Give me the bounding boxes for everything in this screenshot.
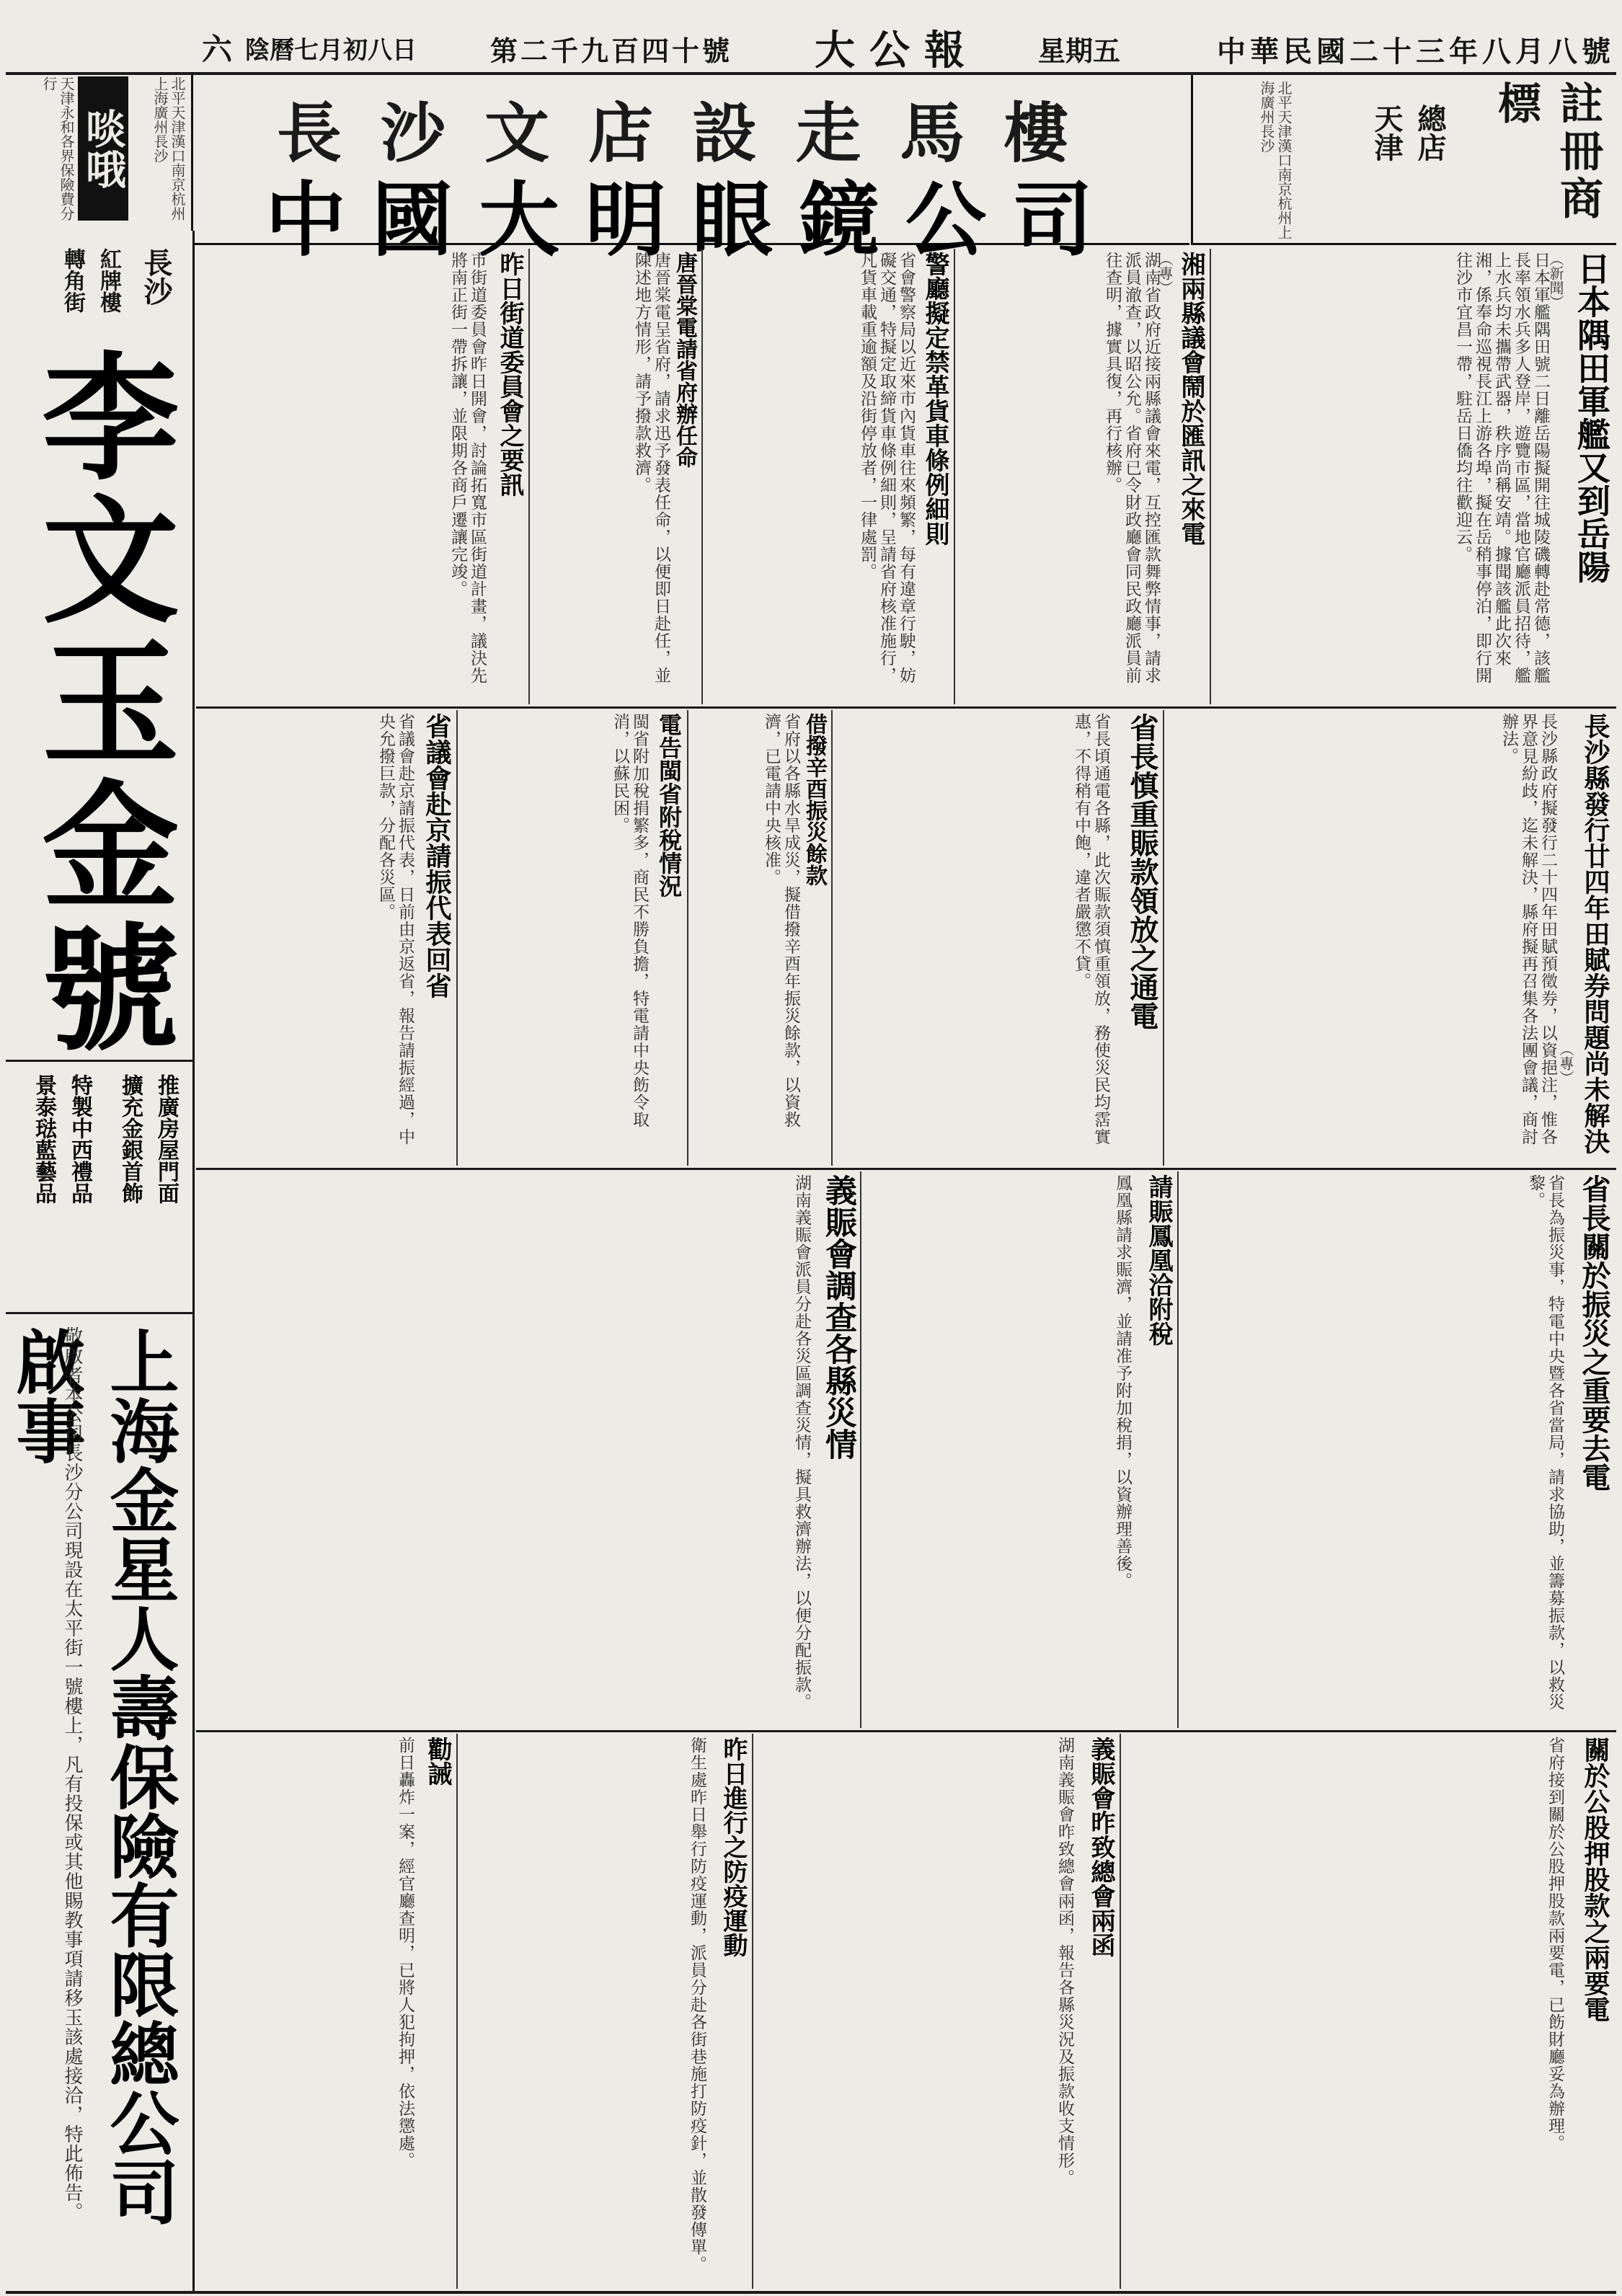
article-headline: 警廳擬定禁革貨車條例細則 <box>921 252 949 546</box>
logo-side-text-2: 北平天津漢口南京杭州上海廣州長沙 <box>151 76 186 221</box>
masthead-weekday: 星期五 <box>1038 35 1121 67</box>
article-relief-funds <box>692 710 833 1166</box>
article-tag: （專） <box>1156 252 1174 295</box>
article-charity-letters <box>757 1734 1121 2289</box>
row-rule-1 <box>196 706 1616 709</box>
banner-ad <box>195 75 1189 267</box>
article-body: 日本軍艦隅田號二日離岳陽擬開往城陵磯轉赴常德，該艦長率領水兵多人登岸，遊覽市區，當地官廳派員招待，艦上水兵均未攜帶武器，秩序尚稱安靖。據聞該艦此次來湘，係奉命巡視長江上游各埠，擬在岳稍事停泊，即行開往沙市宜昌一帶，駐岳日僑均往歡迎云。 <box>1453 252 1550 684</box>
article-body: 省長頃通電各縣，此次賑款須慎重領放，務使災民均霑實惠，不得稍有中飽，違者嚴懲不貸。 <box>1072 713 1110 1145</box>
article-headline: 義賑會調查各縣災情 <box>820 1174 856 1460</box>
article-headline: 請賑鳳凰洽附稅 <box>1144 1174 1173 1346</box>
article-headline: 省長關於振災之重要去電 <box>1577 1174 1611 1491</box>
article-body: 湖南省政府近接兩縣議會來電，互控匯款舞弊情事，請求派員澈查，以昭公允。省府已令財政廳會同民政廳派員前往查明，據實具復，再行核辦。 <box>1103 252 1161 684</box>
article-tang-appointment <box>533 249 703 704</box>
top-right-ad <box>1191 75 1616 245</box>
article-epidemic <box>461 1734 753 2289</box>
article-cart-regulations <box>706 249 955 704</box>
article-body: 省會警察局以近來市內貨車往來頻繁，每有違章行駛，妨礙交通，特擬定取締貨車條例細則，呈請省府核准施行，凡貨車載重逾額及沿街停放者，一律處罰。 <box>858 252 916 684</box>
logo-side-text: 天津永和各界保險費分行 <box>40 76 75 221</box>
logo-stamp: 啖哦 <box>78 76 128 221</box>
article-headline: 長沙縣發行廿四年田賦券問題尚未解決 <box>1580 713 1610 1154</box>
article-body: 長沙縣政府擬發行二十四年田賦預徵券，以資挹注，惟各界意見紛歧，迄未解決，縣府擬再召集各法團會議，商討辦法。 <box>1499 713 1557 1145</box>
article-headline: 省長慎重賑款領放之通電 <box>1125 713 1159 1030</box>
article-body: 鳳凰縣請求賑濟，並請准予附加稅捐，以資辦理善後。 <box>1113 1174 1132 1590</box>
article-headline: 勸誡 <box>423 1737 452 1786</box>
jeweler-slogan-1: 推廣房屋門面 <box>154 1074 179 1204</box>
article-body: 省府以各縣水旱成災，擬借撥辛酉年振災餘款，以資救濟，已電請中央核准。 <box>762 713 800 1128</box>
article-body: 市街道委員會昨日開會，討論拓寬市區街道計畫，議決先將南正街一帶拆讓，並限期各商戶遷讓完竣。 <box>448 252 487 684</box>
article-headline: 電告閩省附稅情況 <box>655 713 683 897</box>
article-headline: 關於公股押股款之兩要電 <box>1580 1737 1610 2022</box>
masthead-issue: 第二千九百四十號 <box>490 35 733 67</box>
jeweler-slogan-2: 擴充金銀首飾 <box>118 1074 143 1204</box>
article-japan-warship <box>1218 249 1615 704</box>
jeweler-street-1: 紅牌樓 <box>96 248 121 313</box>
jeweler-slogan-4: 景泰琺藍藝品 <box>31 1074 56 1204</box>
article-public-shares <box>1125 1734 1615 2289</box>
top-right-slogan: 註冊商標 <box>1491 81 1603 223</box>
article-body: 省議會赴京請振代表，日前由京返省，報告請振經過，中央允撥巨款，分配各災區。 <box>376 713 415 1145</box>
article-headline: 昨日街道委員會之要訊 <box>495 252 524 497</box>
masthead-page-number: 六 <box>202 32 233 67</box>
masthead-lunar: 陰曆七月初八日 <box>245 36 417 65</box>
article-headline: 省議會赴京請振代表回省 <box>422 713 452 998</box>
article-fujian-tax <box>461 710 688 1166</box>
article-body: 衛生處昨日舉行防疫運動，派員分赴各街巷施打防疫針，並散發傳單。 <box>688 1737 706 2273</box>
jeweler-location: 長沙 <box>139 248 173 306</box>
article-body: 閩省附加稅捐繁多，商民不勝負擔，特電請中央飭令取消，以蘇民困。 <box>611 713 649 1128</box>
article-headline: 湘兩縣議會鬧於匯訊之來電 <box>1176 252 1205 546</box>
banner-line-1: 長沙文店設走馬樓 <box>277 95 1107 172</box>
article-headline: 義賑會昨致總會兩函 <box>1086 1737 1115 1957</box>
masthead-paper: 大公報 <box>815 27 979 74</box>
article-street-committee <box>198 249 530 704</box>
article-field-tax-bonds <box>1168 710 1615 1166</box>
insurance-body: 敬啟者本公司長沙分公司現設在太平街一號樓上，凡有投保或其他賜教事項請移玉該處接洽，特此佈告。 <box>61 1326 83 2222</box>
article-charity-survey <box>198 1171 861 1728</box>
article-headline: 唐晉棠電請省府辦任命 <box>672 252 697 468</box>
article-body: 前日轟炸一案，經官廳查明，已將人犯拘押，依法懲處。 <box>396 1737 415 2169</box>
article-fenghuang-relief <box>865 1171 1179 1728</box>
top-right-ad-address: 北平天津漢口南京杭州上海廣州長沙 <box>1258 81 1293 239</box>
jeweler-street-2: 轉角街 <box>60 248 85 313</box>
jeweler-name: 李文玉金號 <box>19 346 180 1060</box>
article-tag: （新聞） <box>1547 252 1564 309</box>
article-headline: 借撥辛酉振災餘款 <box>802 713 827 886</box>
left-ad-column <box>6 231 195 2291</box>
article-body: 唐晉棠電呈省府，請求迅予發表任命，以便即日赴任，並陳述地方情形，請予撥款救濟。 <box>632 252 670 684</box>
row-rule-2 <box>196 1168 1616 1170</box>
jeweler-slogan-3: 特製中西禮品 <box>67 1074 92 1204</box>
article-admonition <box>198 1734 458 2289</box>
top-right-ad-branch: 總店 <box>1413 104 1447 161</box>
article-body: 省長為振災事，特電中央暨各省當局，請求協助，並籌募振款，以救災黎。 <box>1526 1174 1564 1711</box>
article-headline: 日本隅田軍艦又到岳陽 <box>1572 252 1611 583</box>
banner-line-2: 中國大明眼鏡公司 <box>265 173 1119 267</box>
article-body: 省府接到關於公股押股款兩要電，已飭財廳妥為辦理。 <box>1546 1737 1564 2152</box>
article-body: 湖南義賑會派員分赴各災區調查災情，擬具救濟辦法，以便分配振款。 <box>792 1174 811 1711</box>
top-right-ad-city: 天津 <box>1370 104 1404 161</box>
row-rule-3 <box>196 1730 1616 1732</box>
article-relief-telegram <box>836 710 1164 1166</box>
article-headline: 昨日進行之防疫運動 <box>719 1737 748 1957</box>
masthead-date: 中華民國二十三年八月八號 <box>1217 35 1615 68</box>
bottom-border <box>6 2291 1616 2294</box>
article-body: 湖南義賑會昨致總會兩函，報告各縣災況及振款收支情形。 <box>1055 1737 1074 2186</box>
article-tag: （專） <box>1557 1042 1574 1085</box>
masthead <box>202 7 1615 74</box>
article-delegation-return <box>198 710 458 1166</box>
article-county-councils <box>959 249 1211 704</box>
article-governor-telegram <box>1182 1171 1615 1728</box>
insurance-title: 上海金星人壽保險有限總公司啟事 <box>5 1326 180 2226</box>
logo-block <box>6 72 193 231</box>
